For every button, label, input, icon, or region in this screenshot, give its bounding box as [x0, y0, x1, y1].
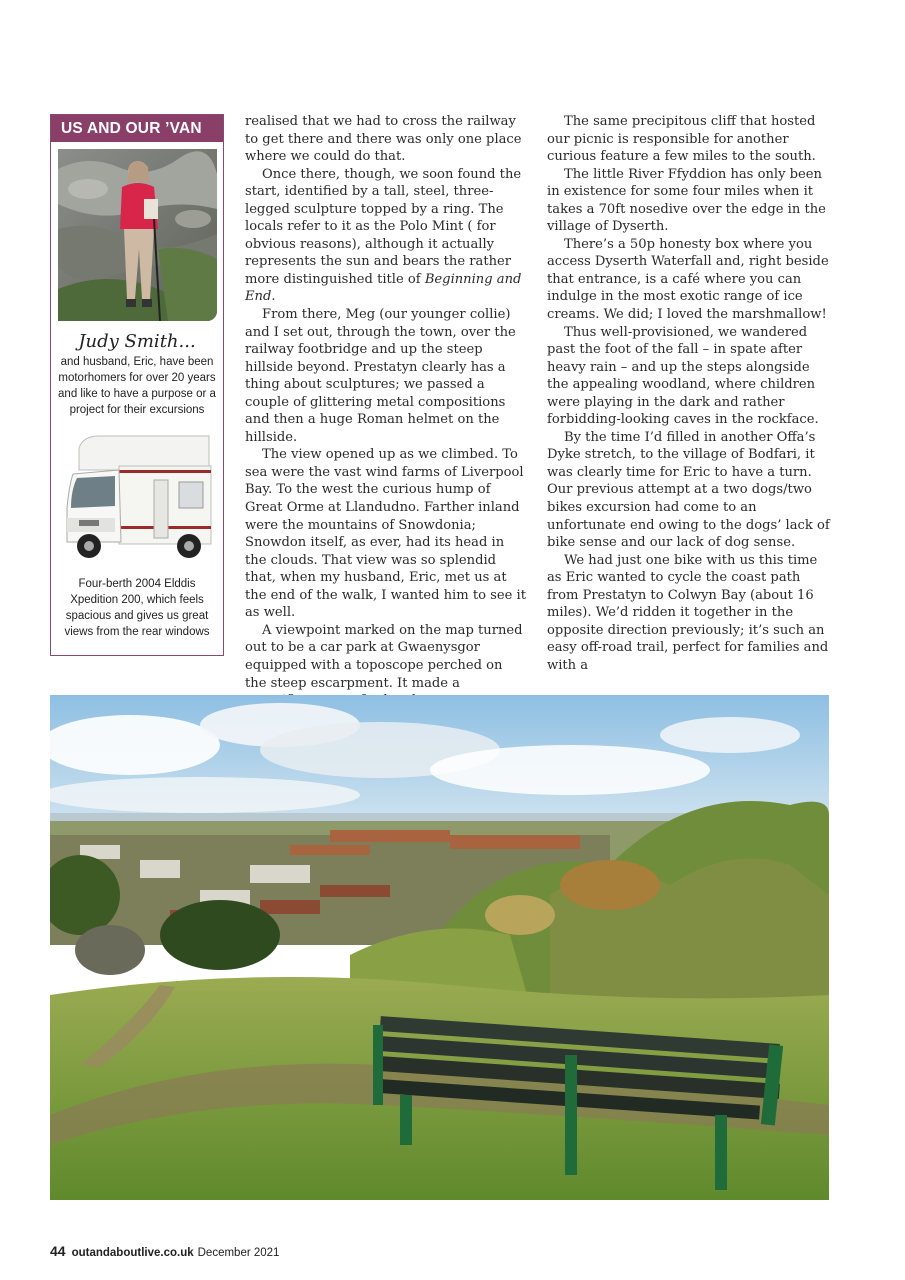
page-number: 44 — [50, 1243, 66, 1259]
article-column-1 — [245, 113, 528, 710]
website-url: outandaboutlive.co.uk — [71, 1247, 194, 1259]
author-signature: Judy Smith... — [78, 331, 196, 352]
paragraph: From there, Meg (our younger collie) and I set out, through the town, over the railway footbridge and up the steep hillside beyond. Prestatyn clearly has a thing about sculptures; we passed a couple of glittering metal compositions and then a huge Roman helmet on the hillside. — [245, 307, 516, 445]
paragraph-end: . — [271, 289, 276, 305]
page-footer — [50, 1243, 279, 1259]
sculpture-title: Beginning and End — [245, 271, 522, 305]
paragraph: We had just one bike with us this time as Eric wanted to cycle the coast path from Prestatyn to Colwyn Bay (about 16 miles). We’d ridden it together in the opposite direction previously; it’s such an easy off-road trail, perfect for families and with a — [547, 552, 829, 673]
paragraph: The same precipitous cliff that hosted our picnic is responsible for another curious feature a few miles to the south. — [547, 114, 816, 165]
motorhome-photo — [59, 430, 219, 570]
motorhome-caption: Four-berth 2004 Elddis Xpedition 200, which feels spacious and gives us great views from the rear windows — [64, 578, 210, 638]
paragraph: A viewpoint marked on the map turned out to be a car park at Gwaenysgor equipped with a toposcope perched on the steep escarpment. It made a — [245, 622, 523, 691]
paragraph — [245, 166, 528, 306]
landscape-bench-photo — [50, 695, 829, 1200]
article-column-2 — [547, 113, 830, 675]
author-portrait-photo — [58, 149, 217, 321]
paragraph: The little River Ffyddion has only been in existence for some four miles when it takes a 70ft nosedive over the edge in the village of Dyserth. — [547, 166, 826, 235]
paragraph: There’s a 50p honesty box where you access Dyserth Waterfall and, right beside that entrance, is a café where you can indulge in the most exotic range of ice creams. We did; I loved the marshmallow! — [547, 236, 829, 323]
paragraph: The view opened up as we climbed. To sea were the vast wind farms of Liverpool Bay. To the west the curious hump of Great Orme at Llandudno. Farther inland were the mountains of Snowdonia; Snowdon itself, as ever, had its head in the clouds. That view was so splendid that, when my husband, Eric, met us at the end of the walk, I wanted him to see it as well. — [245, 447, 526, 621]
paragraph: Thus well-provisioned, we wandered past the foot of the fall – in spate after heavy rain – and up the steps alongside the appealing woodland, where children were playing in the dark and rather forbidding-looking caves in the rockface. — [547, 324, 819, 428]
paragraph: realised that we had to cross the railway to get there and there was only one place where we could do that. — [245, 114, 522, 165]
sidebar-box — [50, 114, 224, 656]
sidebar-title: US AND OUR ’VAN — [51, 115, 223, 142]
paragraph: By the time I’d filled in another Offa’s Dyke stretch, to the village of Bodfari, it was clearly time for Eric to have a turn. Our previous attempt at a two dogs/two bikes excursion had come to an unfortunate end owing to the dogs’ lack of bike sense and our lack of dog sense. — [547, 429, 830, 551]
issue-date: December 2021 — [197, 1247, 280, 1259]
paragraph-text: Once there, though, we soon found the start, identified by a tall, steel, three-legged sculpture topped by a ring. The locals refer to it as the Polo Mint ( for obvious reasons), although it actually represents the sun and bears the rather more distinguished title of — [245, 166, 522, 287]
author-bio: and husband, Eric, have been motorhomers for over 20 years and like to have a purpose or a project for their excursions — [58, 356, 216, 416]
